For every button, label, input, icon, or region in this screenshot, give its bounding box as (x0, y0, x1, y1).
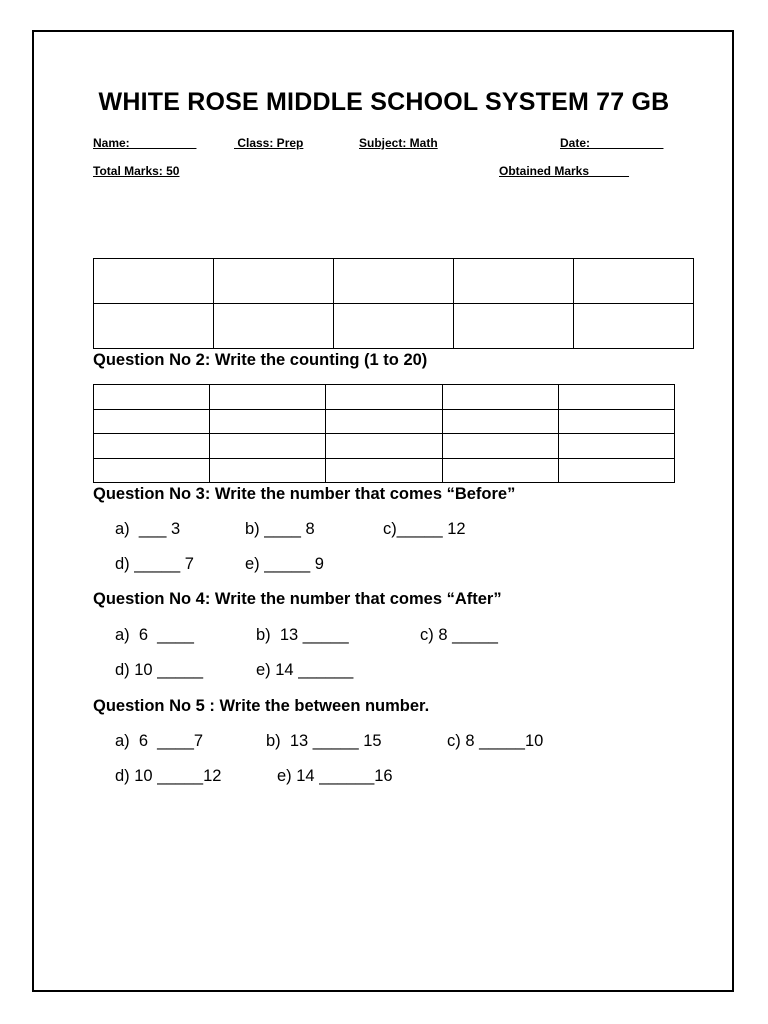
q3-item-e: e) _____ 9 (245, 555, 324, 573)
grid-cell (574, 259, 694, 304)
grid-row (94, 304, 694, 349)
question-3-heading: Question No 3: Write the number that comes “Before” (93, 485, 516, 503)
q5-item-a: a) 6 ____7 (115, 732, 204, 750)
grid-cell (210, 409, 326, 434)
q3-item-d: d) _____ 7 (115, 555, 194, 573)
q4-item-d: d) 10 _____ (115, 661, 204, 679)
grid-row (94, 409, 675, 434)
q3-item-c: c)_____ 12 (383, 520, 466, 538)
grid-row (94, 259, 694, 304)
grid-cell (558, 458, 674, 483)
q5-item-b: b) 13 _____ 15 (266, 732, 382, 750)
grid-cell (210, 434, 326, 459)
counting-grid (93, 384, 675, 483)
q4-item-e: e) 14 ______ (256, 661, 354, 679)
grid-cell (94, 409, 210, 434)
q4-item-a: a) 6 ____ (115, 626, 194, 644)
grid-cell (326, 434, 442, 459)
grid-cell (94, 385, 210, 410)
answer-grid-1 (93, 258, 694, 349)
grid-cell (442, 434, 558, 459)
grid-cell (214, 259, 334, 304)
grid-cell (442, 385, 558, 410)
grid-cell (454, 259, 574, 304)
grid-cell (558, 385, 674, 410)
q5-item-e: e) 14 ______16 (277, 767, 393, 785)
q5-item-c: c) 8 _____10 (447, 732, 544, 750)
name-field: Name:__________ (93, 136, 197, 150)
q3-item-a: a) ___ 3 (115, 520, 181, 538)
grid-cell (326, 458, 442, 483)
q3-item-b: b) ____ 8 (245, 520, 315, 538)
grid-cell (574, 304, 694, 349)
grid-cell (442, 409, 558, 434)
page-title: WHITE ROSE MIDDLE SCHOOL SYSTEM 77 GB (98, 88, 670, 116)
grid-row (94, 458, 675, 483)
question-2-heading: Question No 2: Write the counting (1 to 20) (93, 351, 428, 369)
grid-cell (326, 409, 442, 434)
q4-item-b: b) 13 _____ (256, 626, 349, 644)
total-marks: Total Marks: 50 (93, 164, 180, 178)
question-5-heading: Question No 5 : Write the between number. (93, 697, 430, 715)
q5-item-d: d) 10 _____12 (115, 767, 222, 785)
grid-cell (558, 409, 674, 434)
grid-cell (454, 304, 574, 349)
grid-cell (210, 385, 326, 410)
question-4-heading: Question No 4: Write the number that comes “After” (93, 590, 502, 608)
subject-field: Subject: Math (359, 136, 438, 150)
grid-cell (334, 304, 454, 349)
grid-cell (94, 434, 210, 459)
date-field: Date:___________ (560, 136, 664, 150)
class-field: Class: Prep (234, 136, 304, 150)
grid-cell (94, 458, 210, 483)
grid-cell (558, 434, 674, 459)
obtained-marks: Obtained Marks (499, 164, 630, 178)
grid-row (94, 385, 675, 410)
grid-cell (442, 458, 558, 483)
grid-cell (94, 259, 214, 304)
grid-cell (326, 385, 442, 410)
grid-cell (214, 304, 334, 349)
grid-cell (210, 458, 326, 483)
grid-cell (334, 259, 454, 304)
grid-cell (94, 304, 214, 349)
grid-row (94, 434, 675, 459)
q4-item-c: c) 8 _____ (420, 626, 498, 644)
